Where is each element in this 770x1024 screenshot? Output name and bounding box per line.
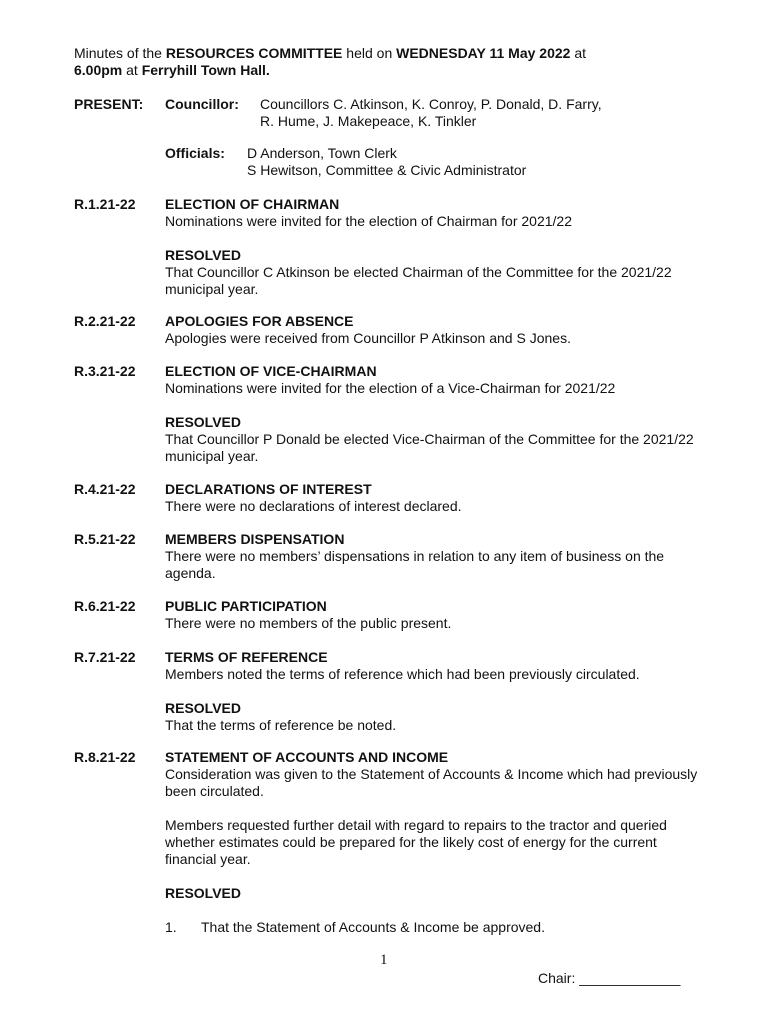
item-heading: PUBLIC PARTICIPATION [165, 598, 327, 614]
item-text: That Councillor C Atkinson be elected Chairman of the Committee for the 2021/22 municipal year. [165, 264, 672, 297]
chair-signature-line: Chair: _____________ [538, 970, 681, 986]
item-heading: STATEMENT OF ACCOUNTS AND INCOME [165, 749, 449, 765]
item-ref: R.3.21-22 [74, 363, 136, 379]
committee-name: RESOURCES COMMITTEE [165, 45, 343, 61]
minutes-intro [74, 45, 714, 79]
intro-text: at [122, 62, 142, 78]
meeting-date: WEDNESDAY 11 May 2022 [396, 45, 571, 61]
intro-text: held on [342, 45, 397, 61]
item-heading: MEMBERS DISPENSATION [165, 531, 345, 547]
officials-line1: D Anderson, Town Clerk [247, 145, 397, 161]
item-heading: ELECTION OF VICE-CHAIRMAN [165, 363, 377, 379]
item-text: There were no declarations of interest declared. [165, 498, 462, 514]
item-text: That Councillor P Donald be elected Vice-Chairman of the Committee for the 2021/22 municipal year. [165, 431, 694, 464]
item-text: That the terms of reference be noted. [165, 717, 397, 733]
item-ref: R.2.21-22 [74, 313, 136, 329]
intro-text: Minutes of the [74, 45, 166, 61]
councillor-label: Councillor: [165, 96, 239, 112]
present-label: PRESENT: [74, 96, 144, 112]
resolution-list-item [165, 919, 710, 936]
officials-label: Officials: [165, 145, 225, 161]
item-heading: APOLOGIES FOR ABSENCE [165, 313, 354, 329]
item-text: Nominations were invited for the election of a Vice-Chairman for 2021/22 [165, 380, 616, 396]
meeting-time: 6.00pm [74, 62, 123, 78]
resolved-label: RESOLVED [165, 700, 241, 716]
list-text: That the Statement of Accounts & Income be approved. [201, 919, 545, 935]
councillors-list-line2: R. Hume, J. Makepeace, K. Tinkler [260, 113, 477, 129]
resolved-label: RESOLVED [165, 414, 241, 430]
item-text: Members noted the terms of reference which had been previously circulated. [165, 666, 640, 682]
item-ref: R.5.21-22 [74, 531, 136, 547]
resolved-label: RESOLVED [165, 885, 241, 901]
item-ref: R.6.21-22 [74, 598, 136, 614]
item-text: There were no members’ dispensations in relation to any item of business on the agenda. [165, 548, 665, 581]
councillors-list-line1: Councillors C. Atkinson, K. Conroy, P. Donald, D. Farry, [260, 96, 602, 112]
meeting-venue: Ferryhill Town Hall. [141, 62, 270, 78]
item-heading: TERMS OF REFERENCE [165, 649, 328, 665]
item-text: Consideration was given to the Statement of Accounts & Income which had previously been circulated. [165, 766, 698, 799]
item-text: Members requested further detail with regard to repairs to the tractor and queried whether estimates could be prepared for the likely cost of energy for the current financial year. [165, 817, 667, 867]
item-text: There were no members of the public present. [165, 615, 452, 631]
officials-line2: S Hewitson, Committee & Civic Administrator [247, 162, 527, 178]
intro-text: at [570, 45, 587, 61]
item-ref: R.4.21-22 [74, 481, 136, 497]
item-ref: R.7.21-22 [74, 649, 136, 665]
item-heading: DECLARATIONS OF INTEREST [165, 481, 372, 497]
resolved-label: RESOLVED [165, 247, 241, 263]
item-ref: R.8.21-22 [74, 749, 136, 765]
item-ref: R.1.21-22 [74, 196, 136, 212]
item-heading: ELECTION OF CHAIRMAN [165, 196, 340, 212]
item-text: Nominations were invited for the election of Chairman for 2021/22 [165, 213, 572, 229]
page-number: 1 [380, 952, 388, 968]
item-text: Apologies were received from Councillor P Atkinson and S Jones. [165, 330, 571, 346]
list-number: 1. [165, 919, 177, 935]
